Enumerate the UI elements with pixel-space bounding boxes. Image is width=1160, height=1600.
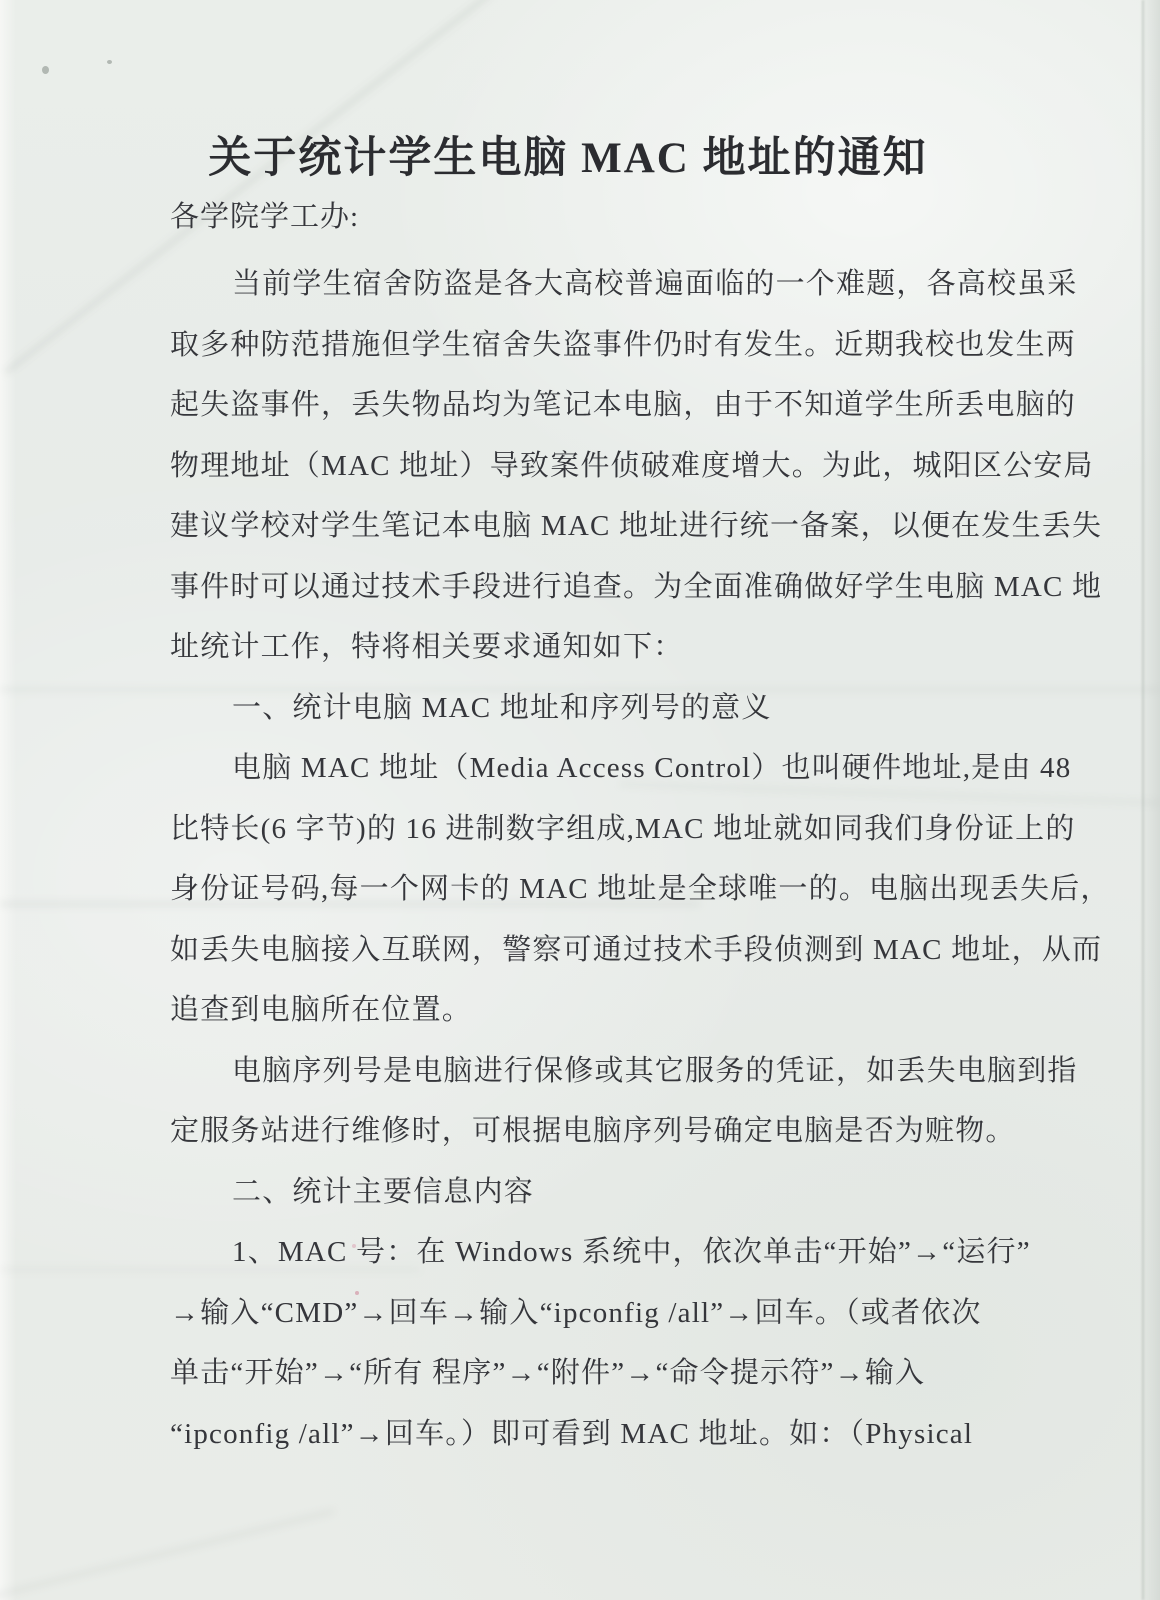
paper-edge-left <box>0 0 16 1600</box>
paper-speck <box>42 66 49 74</box>
text-line: 单击“开始”→“所有 程序”→“附件”→“命令提示符”→输入 <box>170 1357 926 1389</box>
paper-crease <box>0 1509 334 1600</box>
text-line: 建议学校对学生笔记本电脑 MAC 地址进行统一备案，以便在发生丢失 <box>170 510 1103 542</box>
text-line: 电脑 MAC 地址（Media Access Control）也叫硬件地址,是由 48 <box>232 752 1072 784</box>
text-line: 物理地址（MAC 地址）导致案件侦破难度增大。为此，城阳区公安局 <box>170 449 1094 482</box>
text-line: 起失盗事件，丢失物品均为笔记本电脑，由于不知道学生所丢电脑的 <box>170 389 1077 421</box>
text-line: 身份证号码,每一个网卡的 MAC 地址是全球唯一的。电脑出现丢失后， <box>170 873 1111 905</box>
text-line: 追查到电脑所在位置。 <box>170 994 473 1026</box>
text-line: 定服务站进行维修时，可根据电脑序列号确定电脑是否为赃物。 <box>170 1115 1016 1147</box>
text-line: 当前学生宿舍防盗是各大高校普遍面临的一个难题，各高校虽采 <box>232 268 1078 300</box>
section-heading: 二、统计主要信息内容 <box>232 1175 535 1208</box>
text-line: 事件时可以通过技术手段进行追查。为全面准确做好学生电脑 MAC 地 <box>170 570 1103 603</box>
text-line: 如丢失电脑接入互联网，警察可通过技术手段侦测到 MAC 地址，从而 <box>170 933 1103 966</box>
text-line: 比特长(6 字节)的 16 进制数字组成,MAC 地址就如同我们身份证上的 <box>170 812 1076 845</box>
salutation: 各学院学工办: <box>170 201 360 233</box>
paper-speck <box>107 60 112 64</box>
text-line: “ipconfig /all”→回车。）即可看到 MAC 地址。如：（Physical <box>170 1417 974 1450</box>
text-line: 1、MAC 号：在 Windows 系统中，依次单击“开始”→“运行” <box>232 1236 1031 1268</box>
text-line: 取多种防范措施但学生宿舍失盗事件仍时有发生。近期我校也发生两 <box>170 328 1077 361</box>
text-line: →输入“CMD”→回车→输入“ipconfig /all”→回车。（或者依次 <box>170 1296 982 1329</box>
section-heading: 一、统计电脑 MAC 地址和序列号的意义 <box>232 691 772 724</box>
text-line: 电脑序列号是电脑进行保修或其它服务的凭证，如丢失电脑到指 <box>232 1054 1078 1087</box>
document-title: 关于统计学生电脑 MAC 地址的通知 <box>208 135 928 182</box>
document-body <box>170 254 1111 1464</box>
text-line: 址统计工作，特将相关要求通知如下： <box>170 631 684 663</box>
